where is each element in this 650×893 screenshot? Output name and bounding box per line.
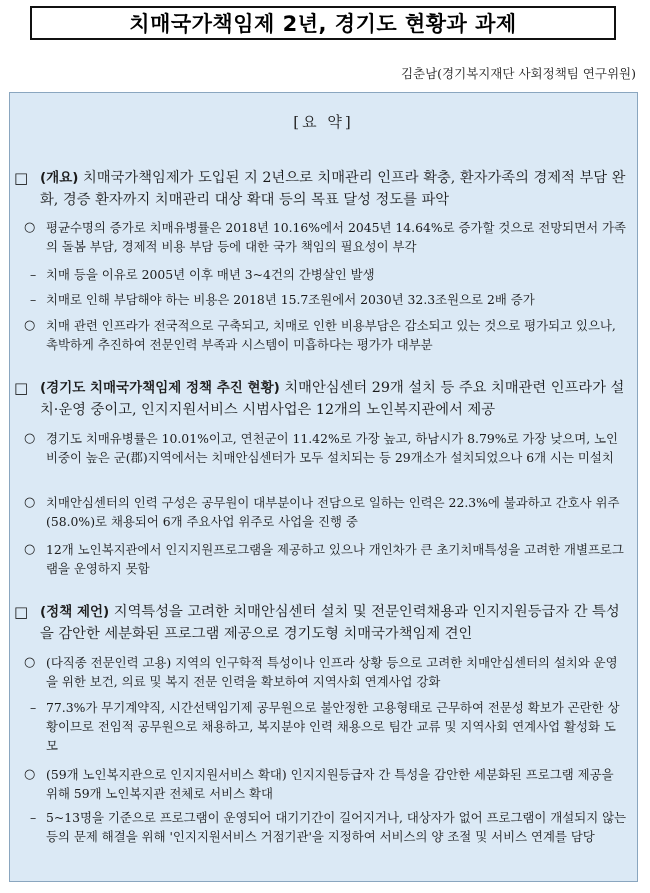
list-item-text: 치매 관련 인프라가 전국적으로 구축되고, 치매로 인한 비용부담은 감소되고 있는 것으로 평가되고 있으나, 촉박하게 추진하여 전문인력 부족과 시스템이 미흡하다는 평가가 대부분 [46, 318, 616, 352]
section-policy-label: (정책 제언) [40, 604, 110, 620]
sub-item [30, 265, 627, 284]
list-item [24, 218, 627, 256]
section-status [14, 377, 629, 421]
section-policy-body [40, 601, 629, 645]
circle-bullet: ○ [24, 542, 36, 557]
title-box [30, 6, 616, 40]
list-item-text: (59개 노인복지관으로 인지지원서비스 확대) 인지지원등급자 간 특성을 감안한 세분화된 프로그램 제공을 위해 59개 노인복지관 전체로 서비스 확대 [46, 767, 614, 801]
author-line: 김춘남(경기복지재단 사회정책팀 연구위원) [400, 66, 636, 81]
circle-bullet: ○ [24, 767, 36, 782]
section-policy [14, 601, 629, 645]
summary-heading: [요 약] [293, 113, 354, 131]
circle-bullet: ○ [24, 431, 36, 446]
dash-bullet: – [30, 810, 37, 825]
circle-bullet: ○ [24, 655, 36, 670]
list-item [24, 540, 627, 578]
document-title: 치매국가책임제 2년, 경기도 현황과 과제 [129, 12, 517, 36]
section-status-text: 치매안심센터 29개 설치 등 주요 치매관련 인프라가 설치·운영 중이고, 인지지원서비스 시범사업은 12개의 노인복지관에서 제공 [40, 380, 625, 418]
square-bullet: □ [14, 379, 29, 397]
dash-bullet: – [30, 267, 37, 282]
list-item [24, 765, 627, 803]
summary-box [9, 92, 638, 882]
dash-bullet: – [30, 292, 37, 307]
dash-bullet: – [30, 700, 37, 715]
list-item-text: 평균수명의 증가로 치매유병률은 2018년 10.16%에서 2045년 14.64%로 증가할 것으로 전망되면서 가족의 돌봄 부담, 경제적 비용 부담 등에 대한 국가 책임의 필요성이 부각 [46, 220, 626, 254]
list-item [24, 653, 627, 691]
section-status-label: (경기도 치매국가책임제 정책 추진 현황) [40, 380, 280, 396]
list-item-text: (다직종 전문인력 고용) 지역의 인구학적 특성이나 인프라 상황 등으로 고려한 치매안심센터의 설치와 운영을 위한 보건, 의료 및 복지 전문 인력을 확보하여 지역사회 연계사업 강화 [46, 655, 618, 689]
circle-bullet: ○ [24, 495, 36, 510]
list-item [24, 316, 627, 354]
sub-item-text: 5~13명을 기준으로 프로그램이 운영되어 대기기간이 길어지거나, 대상자가 없어 프로그램이 개설되지 않는 등의 문제 해결을 위해 '인지지원서비스 거점기관'을 지정하여 서비스의 양 조절 및 서비스 연계를 담당 [46, 810, 627, 844]
list-item-text: 12개 노인복지관에서 인지지원프로그램을 제공하고 있으나 개인차가 큰 초기치매특성을 고려한 개별프로그램을 운영하지 못함 [46, 542, 624, 576]
section-overview-text: 치매국가책임제가 도입된 지 2년으로 치매관리 인프라 확충, 환자가족의 경제적 부담 완화, 경증 환자까지 치매관리 대상 확대 등의 목표 달성 정도를 파악 [40, 170, 626, 208]
sub-item-text: 치매 등을 이유로 2005년 이후 매년 3~4건의 간병살인 발생 [46, 267, 375, 282]
section-overview-body [40, 167, 629, 211]
circle-bullet: ○ [24, 318, 36, 333]
sub-item [30, 808, 627, 846]
section-overview [14, 167, 629, 211]
list-item-text: 치매안심센터의 인력 구성은 공무원이 대부분이나 전담으로 일하는 인력은 22.3%에 불과하고 간호사 위주(58.0%)로 채용되어 6개 주요사업 위주로 사업을 진행 중 [46, 495, 620, 529]
sub-item-text: 치매로 인해 부담해야 하는 비용은 2018년 15.7조원에서 2030년 32.3조원으로 2배 증가 [46, 292, 535, 307]
section-policy-text: 지역특성을 고려한 치매안심센터 설치 및 전문인력채용과 인지지원등급자 간 특성을 감안한 세분화된 프로그램 제공으로 경기도형 치매국가책임제 견인 [40, 604, 620, 642]
square-bullet: □ [14, 169, 29, 187]
square-bullet: □ [14, 603, 29, 621]
section-overview-label: (개요) [40, 170, 79, 186]
list-item [24, 493, 627, 531]
sub-item-text: 77.3%가 무기계약직, 시간선택임기제 공무원으로 불안정한 고용형태로 근무하여 전문성 확보가 곤란한 상황이므로 전임적 공무원으로 채용하고, 복지분야 인력 채용으로 팀간 교류 및 지역사회 연계사업 활성화 도모 [46, 700, 620, 753]
sub-item [30, 698, 627, 755]
list-item-text: 경기도 치매유병률은 10.01%이고, 연천군이 11.42%로 가장 높고, 하남시가 8.79%로 가장 낮으며, 노인비중이 높은 군(郡)지역에서는 치매안심센터가 모두 설치되는 등 29개소가 설치되었으나 6개 시는 미설치 [46, 431, 619, 465]
circle-bullet: ○ [24, 220, 36, 235]
section-status-body [40, 377, 629, 421]
list-item [24, 429, 627, 467]
sub-item [30, 290, 627, 309]
